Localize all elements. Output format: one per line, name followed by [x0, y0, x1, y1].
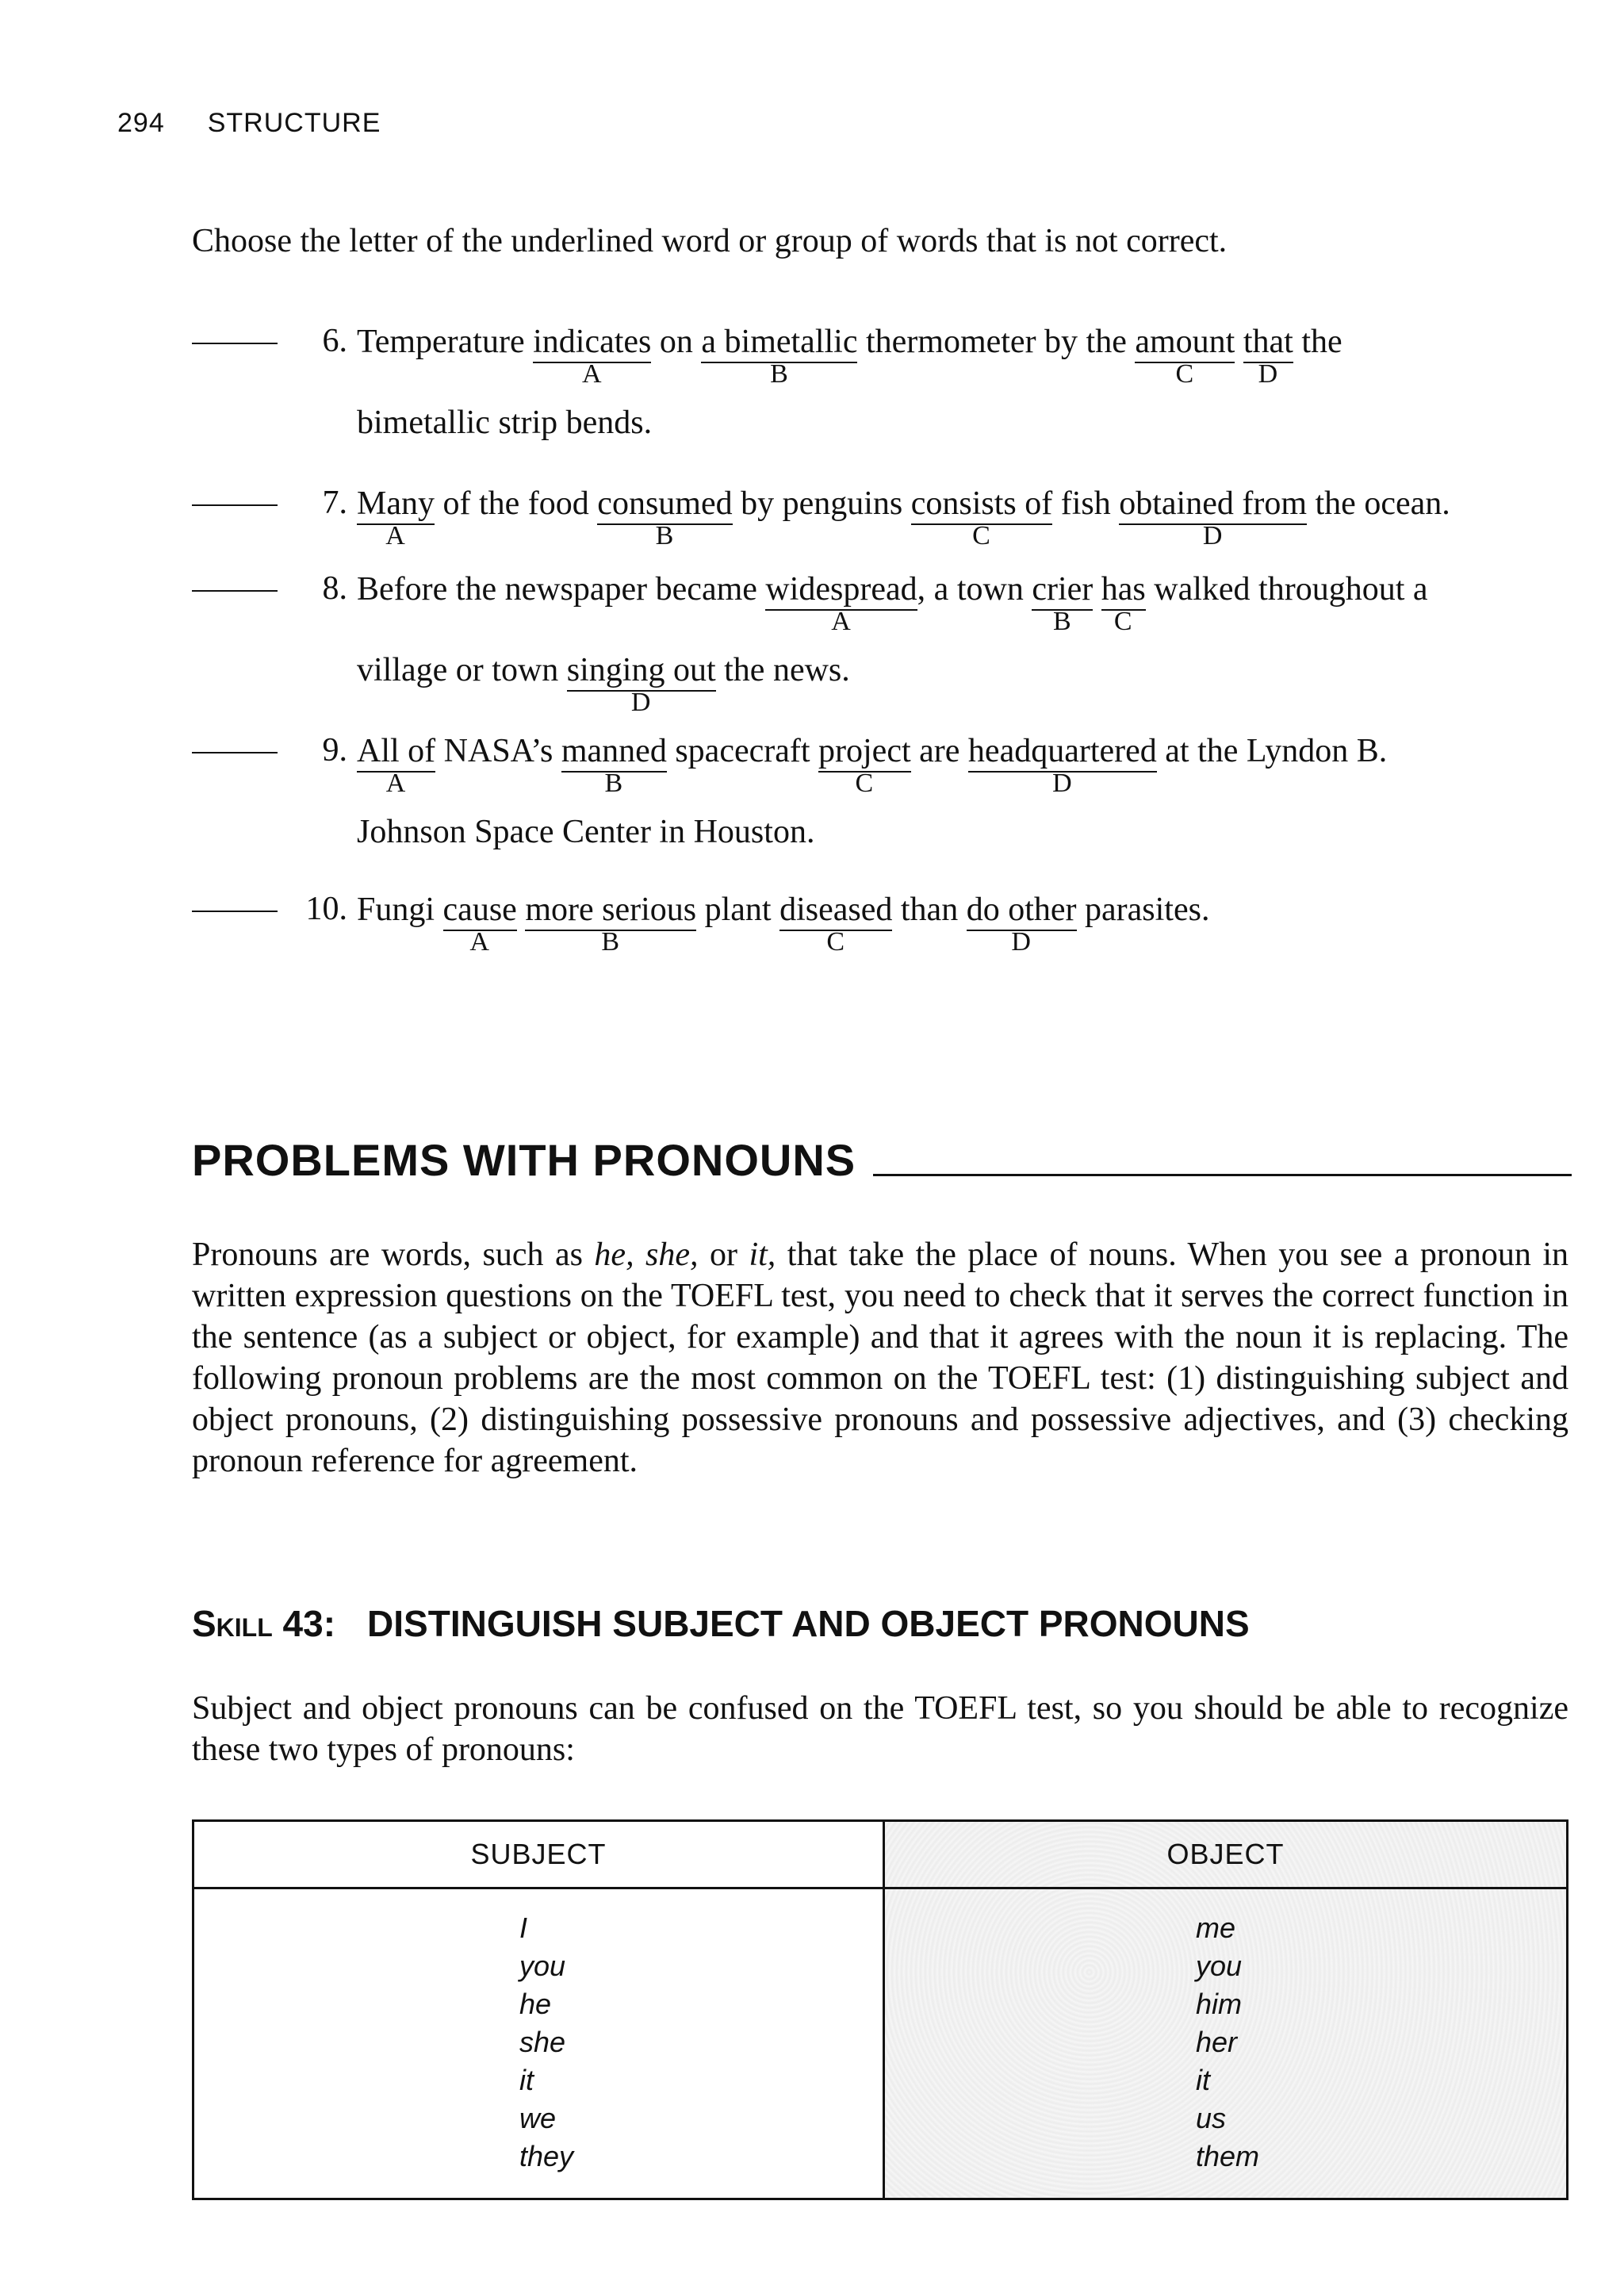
subject-pronoun: you — [519, 1950, 566, 1982]
exercise-instruction: Choose the letter of the underlined word or group of words that is not correct. — [192, 223, 1228, 259]
object-header: OBJECT — [885, 1822, 1566, 1889]
question-text: Fungi cause A more serious B plant diseased C than do other D parasites. — [357, 891, 1210, 957]
object-pronoun: it — [1196, 2064, 1210, 2096]
option-d: singing out D — [566, 652, 716, 717]
object-pronoun: you — [1196, 1950, 1243, 1982]
question-number: 8. — [322, 570, 347, 607]
section-heading: PROBLEMS WITH PRONOUNS — [192, 1134, 1572, 1186]
option-b: manned B — [561, 733, 667, 798]
object-pronoun: them — [1196, 2140, 1260, 2172]
option-d: that D — [1243, 324, 1293, 389]
skill-intro-paragraph: Subject and object pronouns can be confused on the TOEFL test, so you should be able to recognize these two types of pronouns: — [192, 1690, 1568, 1768]
object-pronoun: him — [1196, 1988, 1243, 2020]
option-a: widespread A — [765, 571, 917, 636]
question-text: Temperature indicates A on a bimetallic B thermometer by the amount C that D the bimetallic strip bends. — [357, 324, 1342, 441]
question-number: 7. — [322, 485, 347, 521]
object-pronoun: me — [1196, 1911, 1236, 1944]
option-c: amount C — [1135, 324, 1235, 389]
object-pronoun-list — [1196, 1909, 1259, 2176]
subject-pronoun: we — [519, 2102, 557, 2134]
option-c: project C — [818, 733, 911, 798]
skill-heading — [192, 1602, 1250, 1645]
option-a: cause A — [442, 891, 517, 957]
question-number: 9. — [322, 732, 347, 769]
option-d: do other D — [966, 891, 1077, 957]
option-d: headquartered D — [967, 733, 1157, 798]
option-a: Many A — [357, 485, 435, 550]
option-a: All of A — [357, 733, 436, 798]
subject-pronoun: I — [519, 1911, 528, 1944]
option-b: a bimetallic B — [701, 324, 858, 389]
intro-paragraph: Pronouns are words, such as he, she, or it, that take the place of nouns. When you see a pronoun in written expression questions on the TOEFL test, you need to check that it serves the correct function in the sentence (as a subject or object, for example) and that it agrees with the noun it is replacing. The following pronoun problems are the most common on the TOEFL test: (1) distinguishing subject and object pronouns, (2) distinguishing possessive pronouns and possessive adjectives, and (3) checking pronoun reference for agreement. — [192, 1237, 1568, 1479]
option-b: consumed B — [597, 485, 733, 550]
object-pronoun: us — [1196, 2102, 1227, 2134]
object-pronoun: her — [1196, 2026, 1238, 2058]
question-continuation: Johnson Space Center in Houston. — [357, 814, 815, 850]
subject-pronoun-list — [519, 1909, 573, 2176]
option-b: crier B — [1032, 571, 1094, 636]
question-number: 6. — [322, 323, 347, 359]
subject-pronoun: she — [519, 2026, 566, 2058]
option-c: consists of C — [910, 485, 1053, 550]
question-text: All of A NASA’s manned B spacecraft project C are headquartered D at the Lyndon B. Johnson Space Center in Houston. — [357, 733, 1388, 850]
section-name: STRUCTURE — [207, 108, 381, 138]
option-a: indicates A — [533, 324, 652, 389]
skill-title: DISTINGUISH SUBJECT AND OBJECT PRONOUNS — [367, 1603, 1250, 1644]
question-text: Before the newspaper became widespread A , a town crier B has C walked throughout a village or town singing out D the news. — [357, 571, 1428, 717]
question-number: 10. — [305, 891, 347, 927]
page-number: 294 — [117, 108, 165, 138]
question-continuation: bimetallic strip bends. — [357, 405, 653, 441]
option-c: diseased C — [779, 891, 893, 957]
object-column — [885, 1822, 1566, 2198]
subject-pronoun: it — [519, 2064, 534, 2096]
subject-column — [194, 1822, 885, 2198]
question-text: Many A of the food consumed B by penguins consists of C fish obtained from D the ocean. — [357, 485, 1450, 550]
option-d: obtained from D — [1119, 485, 1308, 550]
skill-label: Skill 43: — [192, 1603, 336, 1644]
heading-rule — [873, 1174, 1572, 1176]
subject-header: SUBJECT — [194, 1822, 883, 1889]
option-b: more serious B — [525, 891, 697, 957]
pronoun-table — [192, 1819, 1568, 2200]
subject-pronoun: he — [519, 1988, 552, 2020]
subject-pronoun: they — [519, 2140, 574, 2172]
option-c: has C — [1101, 571, 1146, 636]
running-header — [117, 108, 381, 139]
